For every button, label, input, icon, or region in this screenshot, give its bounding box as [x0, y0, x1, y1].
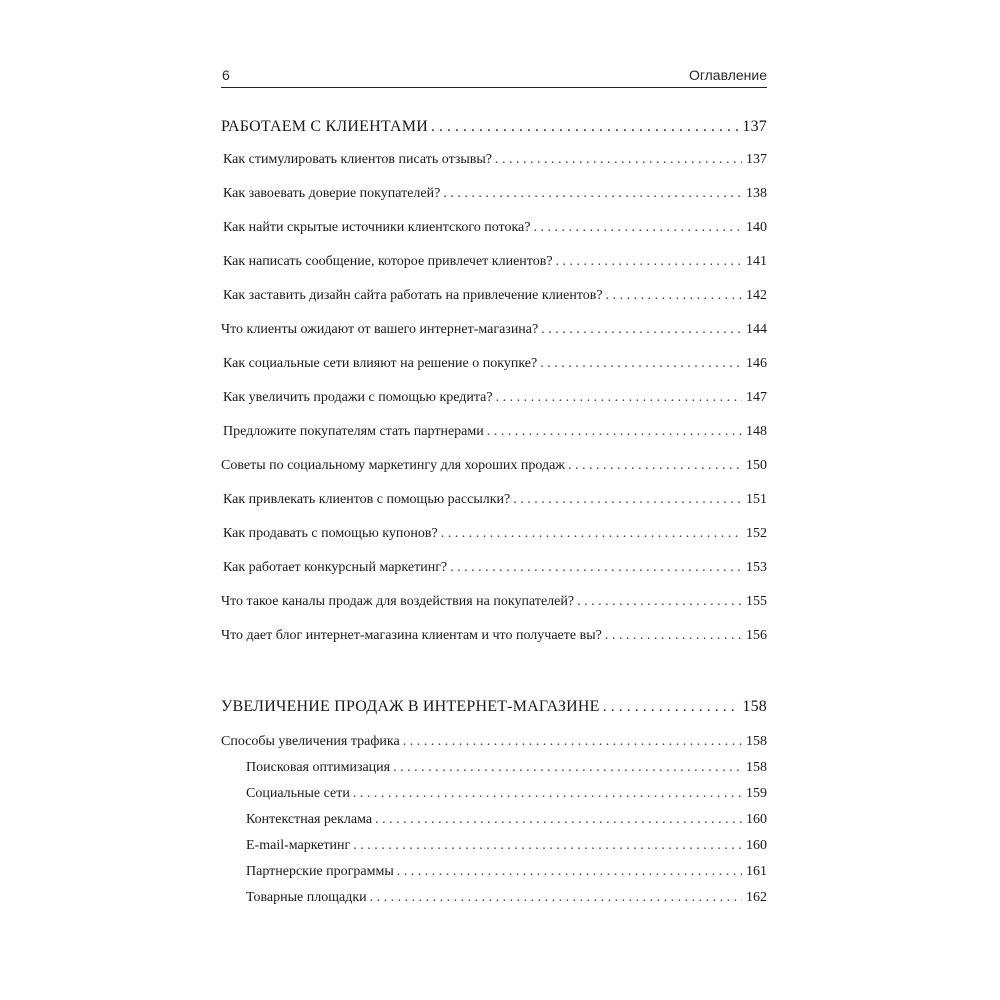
leader-dots [393, 759, 742, 777]
toc-entry-title: Советы по социальному маркетингу для хороших продаж [221, 458, 565, 473]
toc-subentry-page: 160 [746, 812, 767, 827]
toc-subentry-page: 162 [746, 890, 767, 905]
toc-entry-title: Как социальные сети влияют на решение о покупке? [223, 356, 538, 371]
toc-entry[interactable] [223, 355, 767, 373]
toc-entry[interactable] [223, 253, 767, 271]
toc-subentry-page: 158 [746, 760, 767, 775]
toc-entry-title: Что клиенты ожидают от вашего интернет-магазина? [221, 322, 539, 337]
toc-entry-title: Как завоевать доверие покупателей? [223, 186, 441, 201]
toc-entry-page: 155 [746, 594, 767, 609]
toc-subentry[interactable] [246, 863, 767, 881]
leader-dots [353, 785, 742, 803]
toc-entry-title: Как продавать с помощью купонов? [223, 526, 438, 541]
leader-dots [577, 593, 742, 611]
header-rule [221, 87, 767, 88]
toc-entry[interactable] [221, 593, 767, 611]
leader-dots [533, 219, 742, 237]
toc-entry[interactable] [223, 219, 767, 237]
toc-entry-page: 152 [746, 526, 767, 541]
leader-dots [403, 733, 742, 751]
toc-entry-page: 148 [746, 424, 767, 439]
leader-dots [540, 355, 742, 373]
toc-entry[interactable] [223, 389, 767, 407]
leader-dots [441, 525, 742, 543]
toc-entry-page: 138 [746, 186, 767, 201]
running-title: Оглавление [688, 67, 767, 83]
toc-subentry-title: Товарные площадки [246, 890, 367, 905]
leader-dots [568, 457, 742, 475]
leader-dots [496, 389, 742, 407]
toc-entry-page: 156 [746, 628, 767, 643]
toc-entry-title: Как привлекать клиентов с помощью рассылки? [223, 492, 511, 507]
toc-subentry[interactable] [246, 811, 767, 829]
toc-entry-title: Что дает блог интернет-магазина клиентам и что получаете вы? [221, 628, 602, 643]
page-number: 6 [222, 67, 230, 83]
toc-entry-title: Как работает конкурсный маркетинг? [223, 560, 448, 575]
leader-dots [431, 118, 738, 136]
toc-subentry-title: E-mail-маркетинг [246, 838, 351, 853]
toc-entry-page: 151 [746, 492, 767, 507]
toc-chapter[interactable] [221, 118, 767, 136]
toc-subentry-page: 159 [746, 786, 767, 801]
toc-entry-title: Как написать сообщение, которое привлечет клиентов? [223, 254, 553, 269]
toc-entry-page: 153 [746, 560, 767, 575]
leader-dots [397, 863, 742, 881]
toc-subentry-title: Поисковая оптимизация [246, 760, 391, 775]
leader-dots [605, 627, 742, 645]
toc-chapter-title: УВЕЛИЧЕНИЕ ПРОДАЖ В ИНТЕРНЕТ-МАГАЗИНЕ [221, 698, 600, 715]
leader-dots [556, 253, 742, 271]
toc-entry-page: 158 [746, 734, 767, 749]
running-header [221, 64, 767, 86]
leader-dots [513, 491, 742, 509]
toc-entry-page: 137 [746, 152, 767, 167]
toc-entry-page: 141 [746, 254, 767, 269]
toc-entry-title: Как увеличить продажи с помощью кредита? [223, 390, 493, 405]
toc-entry[interactable] [223, 423, 767, 441]
toc-subentry-title: Контекстная реклама [246, 812, 373, 827]
toc-entry[interactable] [221, 733, 767, 751]
toc-entry-title: Что такое каналы продаж для воздействия на покупателей? [221, 594, 575, 609]
toc-subentry[interactable] [246, 759, 767, 777]
toc-entry-title: Предложите покупателям стать партнерами [223, 424, 484, 439]
toc-entry[interactable] [223, 287, 767, 305]
toc-subentry-title: Партнерские программы [246, 864, 394, 879]
toc-entry[interactable] [223, 185, 767, 203]
toc-subentry[interactable] [246, 785, 767, 803]
toc-entry-title: Как найти скрытые источники клиентского потока? [223, 220, 531, 235]
toc-entry-title: Способы увеличения трафика [221, 734, 400, 749]
toc-chapter[interactable] [221, 698, 767, 716]
toc-subentry[interactable] [246, 837, 767, 855]
toc-subentry-title: Социальные сети [246, 786, 350, 801]
leader-dots [370, 889, 742, 907]
toc-entry-page: 150 [746, 458, 767, 473]
leader-dots [606, 287, 742, 305]
leader-dots [375, 811, 742, 829]
toc-subentry-page: 160 [746, 838, 767, 853]
toc-chapter-page: 137 [742, 118, 767, 135]
toc-entry[interactable] [223, 491, 767, 509]
leader-dots [603, 698, 739, 716]
toc-entry-page: 147 [746, 390, 767, 405]
toc-entry[interactable] [221, 457, 767, 475]
toc-entry-title: Как стимулировать клиентов писать отзывы? [223, 152, 493, 167]
toc-entry[interactable] [221, 627, 767, 645]
leader-dots [353, 837, 742, 855]
toc-entry-title: Как заставить дизайн сайта работать на привлечение клиентов? [223, 288, 603, 303]
toc-chapter-page: 158 [742, 698, 767, 715]
toc-entry[interactable] [223, 151, 767, 169]
toc-entry-page: 146 [746, 356, 767, 371]
toc-entry-page: 140 [746, 220, 767, 235]
toc-entry[interactable] [223, 559, 767, 577]
toc-entry-page: 144 [746, 322, 767, 337]
leader-dots [450, 559, 742, 577]
toc-entry[interactable] [221, 321, 767, 339]
leader-dots [487, 423, 742, 441]
toc-entry[interactable] [223, 525, 767, 543]
leader-dots [495, 151, 742, 169]
leader-dots [541, 321, 742, 339]
toc-subentry[interactable] [246, 889, 767, 907]
toc-entry-page: 142 [746, 288, 767, 303]
toc-chapter-title: РАБОТАЕМ С КЛИЕНТАМИ [221, 118, 428, 135]
toc-subentry-page: 161 [746, 864, 767, 879]
leader-dots [443, 185, 742, 203]
